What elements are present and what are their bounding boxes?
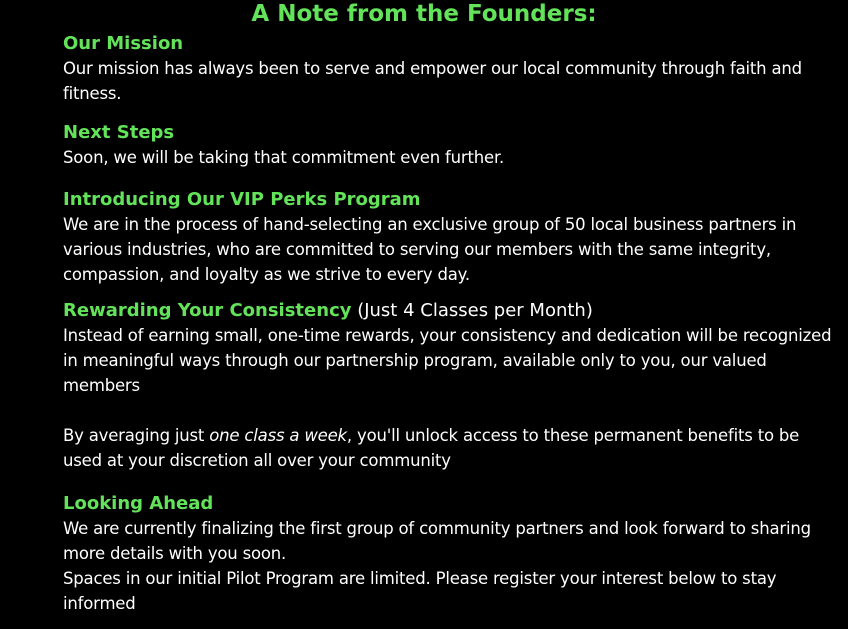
body-text-lead: By averaging just bbox=[63, 426, 210, 445]
page-title: A Note from the Founders: bbox=[251, 1, 597, 27]
body-text-emphasis: one class a week bbox=[209, 426, 347, 445]
section-heading bbox=[63, 299, 838, 323]
section-body: We are currently finalizing the first group of community partners and look forward to sharing more details with you soon. bbox=[63, 519, 811, 563]
section-our-mission bbox=[63, 32, 838, 106]
section-heading-subtitle: (Just 4 Classes per Month) bbox=[351, 300, 593, 321]
section-looking-ahead bbox=[63, 492, 838, 616]
section-vip-perks bbox=[63, 188, 838, 287]
section-rewarding-consistency bbox=[63, 299, 838, 473]
section-heading: Our Mission bbox=[63, 33, 184, 54]
section-body: Instead of earning small, one-time rewards, your consistency and dedication will be recognized in meaningful ways through our partnership program, available only to you, our valued members bbox=[63, 326, 832, 395]
section-heading-text: Rewarding Your Consistency bbox=[63, 300, 352, 321]
section-heading: Looking Ahead bbox=[63, 493, 214, 514]
section-heading: Next Steps bbox=[63, 122, 175, 143]
section-body-secondary bbox=[63, 423, 838, 473]
section-body: Soon, we will be taking that commitment even further. bbox=[63, 148, 505, 167]
section-heading: Introducing Our VIP Perks Program bbox=[63, 189, 421, 210]
section-body: Our mission has always been to serve and empower our local community through faith and fitness. bbox=[63, 59, 802, 103]
founders-note bbox=[63, 32, 838, 616]
body-text-trail: , you'll unlock access to these permanent benefits to be used at your discretion all over your community bbox=[63, 426, 800, 470]
section-body-secondary: Spaces in our initial Pilot Program are limited. Please register your interest below to stay informed bbox=[63, 569, 777, 613]
section-next-steps bbox=[63, 121, 838, 170]
section-body: We are in the process of hand-selecting an exclusive group of 50 local business partners in various industries, who are committed to serving our members with the same integrity, compassion, and loyalty as we strive to every day. bbox=[63, 215, 797, 284]
